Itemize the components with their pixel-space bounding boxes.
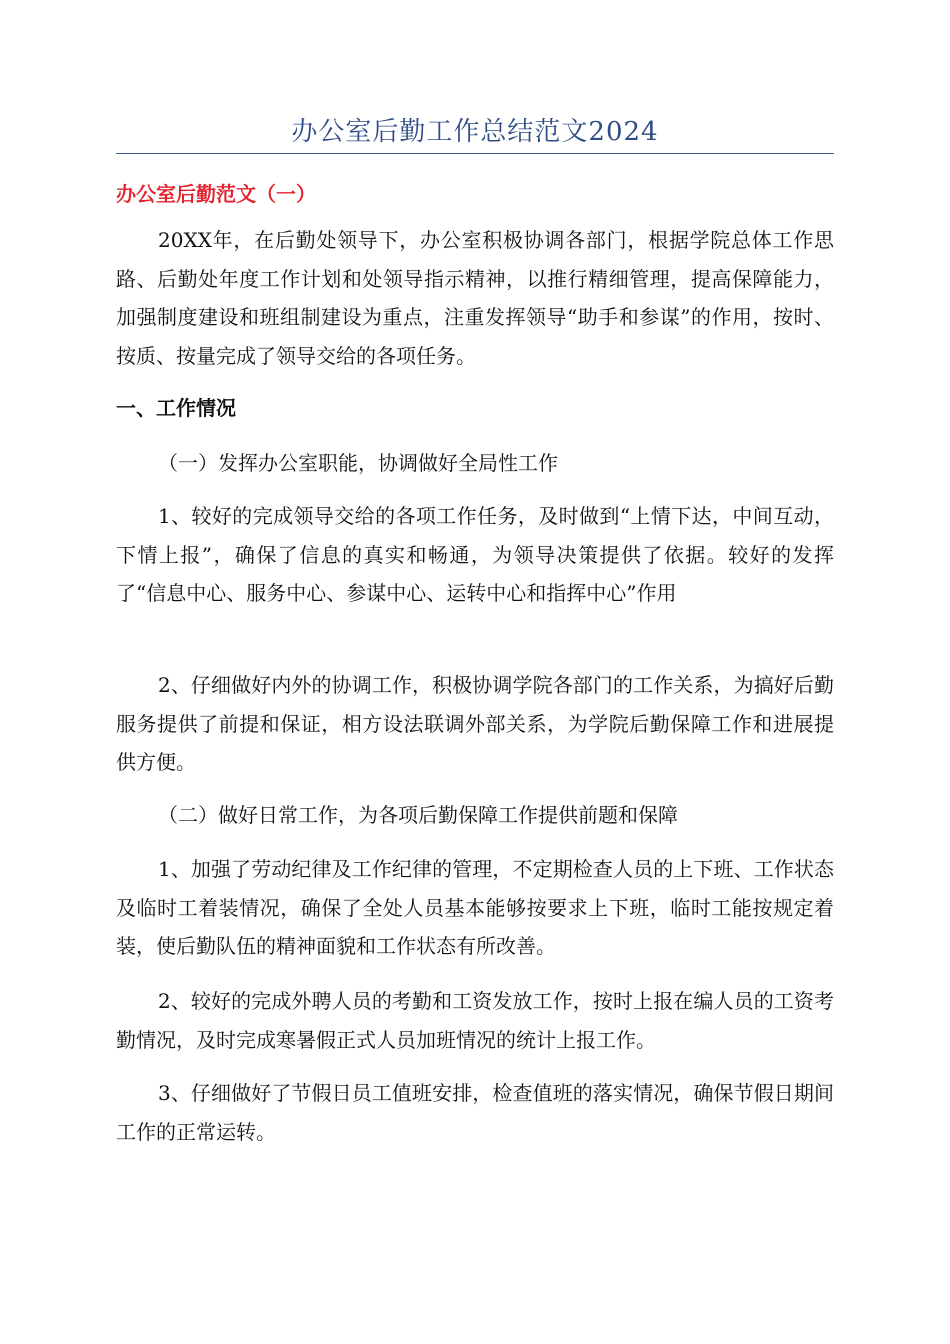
document-title: 办公室后勤工作总结范文2024 xyxy=(291,117,659,147)
paragraph-2-2: 2、较好的完成外聘人员的考勤和工资发放工作，按时上报在编人员的工资考勤情况，及时完成寒暑假正式人员加班情况的统计上报工作。 xyxy=(116,989,834,1052)
heading-work-status: 一、工作情况 xyxy=(116,396,236,420)
intro-paragraph: 20XX年，在后勤处领导下，办公室积极协调各部门，根据学院总体工作思路、后勤处年度工作计划和处领导指示精神，以推行精细管理，提高保障能力，加强制度建设和班组制建设为重点，注重发挥领导“助手和参谋”的作用，按时、按质、按量完成了领导交给的各项任务。 xyxy=(116,228,834,368)
paragraph-2-3: 3、仔细做好了节假日员工值班安排，检查值班的落实情况，确保节假日期间工作的正常运转。 xyxy=(116,1081,834,1144)
subheading-1: （一）发挥办公室职能，协调做好全局性工作 xyxy=(158,451,558,475)
paragraph-1-2: 2、仔细做好内外的协调工作，积极协调学院各部门的工作关系，为搞好后勤服务提供了前提和保证，相方设法联调外部关系，为学院后勤保障工作和进展提供方便。 xyxy=(116,673,834,774)
paragraph-2-1: 1、加强了劳动纪律及工作纪律的管理，不定期检查人员的上下班、工作状态及临时工着装情况，确保了全处人员基本能够按要求上下班，临时工能按规定着装，使后勤队伍的精神面貌和工作状态有所改善。 xyxy=(116,857,834,958)
paragraph-1-1: 1、较好的完成领导交给的各项工作任务，及时做到“上情下达，中间互动，下情上报”，确保了信息的真实和畅通，为领导决策提供了依据。较好的发挥了“信息中心、服务中心、参谋中心、运转中心和指挥中心”作用 xyxy=(116,504,834,605)
subheading-2: （二）做好日常工作，为各项后勤保障工作提供前题和保障 xyxy=(158,803,678,827)
title-underline xyxy=(116,153,834,154)
section-title: 办公室后勤范文（一） xyxy=(116,182,316,206)
